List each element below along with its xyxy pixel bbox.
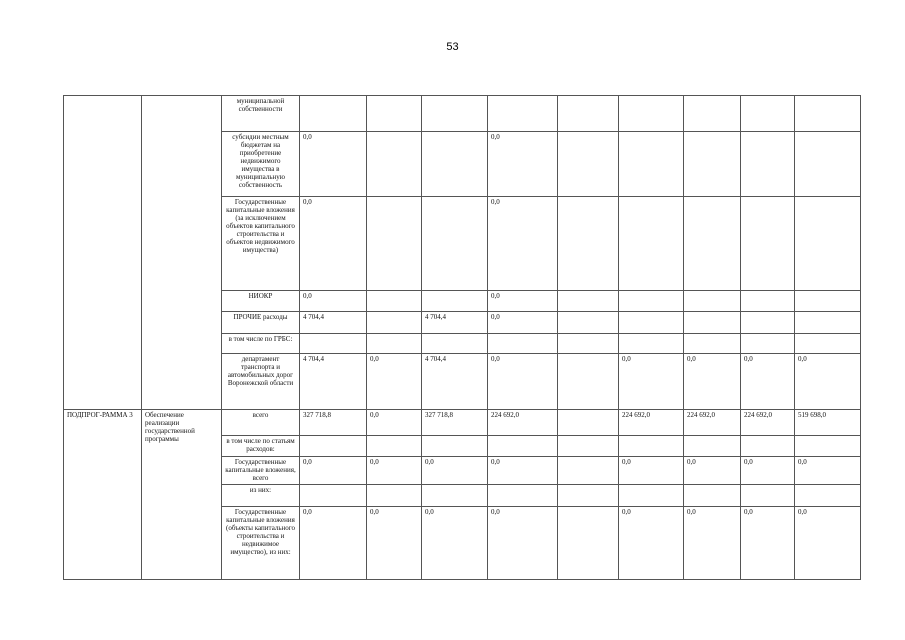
value-cell: 4 704,4 [422,354,488,410]
value-cell [684,485,741,507]
value-cell [558,507,619,580]
value-cell [684,132,741,197]
code-cell [64,96,142,410]
value-cell: 0,0 [488,132,558,197]
value-cell [367,197,422,291]
value-cell [488,436,558,457]
row-description: ПРОЧИЕ расходы [222,312,300,334]
value-cell: 4 704,4 [300,354,367,410]
row-description: Государственные капитальные вложения (объекты капитального строительства и недвижимое имущество), из них: [222,507,300,580]
value-cell: 0,0 [619,354,684,410]
budget-table-sheet [63,95,860,580]
value-cell: 327 718,8 [422,410,488,436]
value-cell: 0,0 [741,354,795,410]
value-cell: 0,0 [488,291,558,312]
value-cell [619,312,684,334]
value-cell [367,485,422,507]
value-cell [300,96,367,132]
value-cell [558,410,619,436]
value-cell [367,132,422,197]
name-cell [142,96,222,410]
value-cell [422,132,488,197]
value-cell: 0,0 [488,507,558,580]
value-cell [619,291,684,312]
value-cell: 0,0 [684,354,741,410]
value-cell [795,485,861,507]
value-cell [367,334,422,354]
value-cell [795,291,861,312]
value-cell [422,96,488,132]
value-cell [367,291,422,312]
value-cell [795,436,861,457]
value-cell [795,197,861,291]
value-cell [558,96,619,132]
value-cell: 0,0 [422,457,488,485]
value-cell: 4 704,4 [300,312,367,334]
value-cell: 327 718,8 [300,410,367,436]
value-cell: 519 698,0 [795,410,861,436]
value-cell [300,334,367,354]
value-cell: 0,0 [488,312,558,334]
value-cell [558,457,619,485]
value-cell: 0,0 [367,457,422,485]
value-cell [558,354,619,410]
value-cell [558,334,619,354]
value-cell [300,436,367,457]
value-cell [367,312,422,334]
value-cell: 224 692,0 [488,410,558,436]
row-description: муниципальной собственности [222,96,300,132]
value-cell: 0,0 [300,197,367,291]
value-cell: 0,0 [300,507,367,580]
value-cell [684,436,741,457]
value-cell [741,334,795,354]
value-cell [795,96,861,132]
value-cell [367,436,422,457]
value-cell [558,291,619,312]
value-cell: 0,0 [300,291,367,312]
value-cell [488,334,558,354]
value-cell: 224 692,0 [741,410,795,436]
value-cell: 0,0 [619,507,684,580]
value-cell: 0,0 [488,354,558,410]
value-cell: 0,0 [488,457,558,485]
value-cell [422,485,488,507]
value-cell: 4 704,4 [422,312,488,334]
value-cell [558,312,619,334]
row-description: субсидии местным бюджетам на приобретение недвижимого имущества в муниципальную собственность [222,132,300,197]
value-cell [741,312,795,334]
value-cell: 0,0 [795,457,861,485]
value-cell: 0,0 [684,457,741,485]
budget-table [63,95,861,580]
value-cell [558,132,619,197]
value-cell [684,334,741,354]
value-cell: 0,0 [488,197,558,291]
row-description: в том числе по статьям расходов: [222,436,300,457]
value-cell [619,436,684,457]
value-cell [795,312,861,334]
value-cell: 224 692,0 [684,410,741,436]
value-cell: 0,0 [619,457,684,485]
page-number: 53 [446,41,459,53]
value-cell [558,485,619,507]
row-description: всего [222,410,300,436]
value-cell [422,334,488,354]
table-body [64,96,861,580]
value-cell [795,334,861,354]
value-cell [367,96,422,132]
value-cell [619,485,684,507]
value-cell [741,197,795,291]
value-cell: 224 692,0 [619,410,684,436]
row-description: НИОКР [222,291,300,312]
value-cell: 0,0 [367,410,422,436]
value-cell [741,436,795,457]
value-cell: 0,0 [367,354,422,410]
value-cell [795,132,861,197]
value-cell [619,197,684,291]
table-row [64,410,861,436]
value-cell [488,485,558,507]
value-cell [488,96,558,132]
value-cell [741,132,795,197]
value-cell [619,334,684,354]
value-cell: 0,0 [741,507,795,580]
value-cell [619,132,684,197]
table-row [64,96,861,132]
value-cell [422,197,488,291]
value-cell [684,197,741,291]
value-cell [422,291,488,312]
value-cell [684,291,741,312]
row-description: Государственные капитальные вложения, всего [222,457,300,485]
value-cell [741,291,795,312]
value-cell [684,312,741,334]
row-description: Государственные капитальные вложения (за исключением объектов капитального строительства и объектов недвижимого имущества) [222,197,300,291]
value-cell: 0,0 [741,457,795,485]
value-cell [684,96,741,132]
subprogram-name: Обеспечение реализации государственной программы [142,410,222,580]
value-cell: 0,0 [795,354,861,410]
value-cell: 0,0 [300,132,367,197]
subprogram-code: ПОДПРОГ-РАММА 3 [64,410,142,580]
value-cell: 0,0 [684,507,741,580]
value-cell: 0,0 [367,507,422,580]
value-cell [741,96,795,132]
value-cell [558,197,619,291]
value-cell [741,485,795,507]
value-cell [300,485,367,507]
value-cell: 0,0 [300,457,367,485]
row-description: из них: [222,485,300,507]
value-cell [422,436,488,457]
value-cell: 0,0 [422,507,488,580]
value-cell [619,96,684,132]
value-cell: 0,0 [795,507,861,580]
row-description: в том числе по ГРБС: [222,334,300,354]
row-description: департамент транспорта и автомобильных дорог Воронежской области [222,354,300,410]
value-cell [558,436,619,457]
